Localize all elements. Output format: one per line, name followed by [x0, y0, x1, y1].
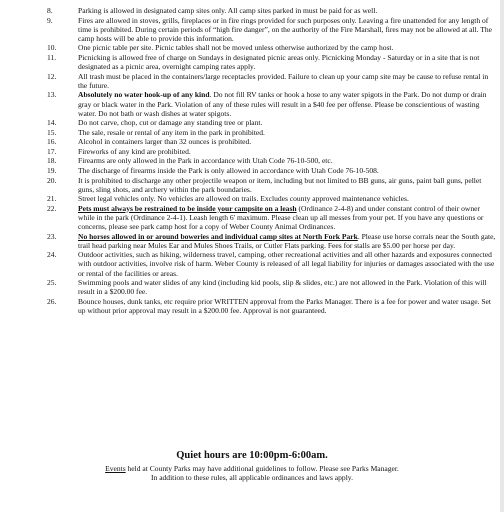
rule-number: 13.	[47, 90, 57, 100]
rule-body: Firearms are only allowed in the Park in accordance with Utah Code 76-10-500, etc.	[78, 156, 333, 166]
rule-body: Fires are allowed in stoves, grills, fireplaces or in fire rings provided for such purposes only. Leaving a fire unattended for any length of time is prohibited. During certain periods of “high fire danger”, on the authority of the Fire Marshall, fires may not be allowed at all. The camp hosts will be able to provide this information.	[78, 15, 492, 43]
rule-text	[78, 147, 496, 156]
rule-item	[44, 176, 496, 194]
rules-list	[44, 6, 496, 316]
rule-text	[78, 137, 496, 146]
rule-item	[44, 72, 496, 90]
rule-text	[78, 53, 496, 71]
rule-text	[78, 166, 496, 175]
rule-item	[44, 278, 496, 296]
rule-number: 23.	[47, 231, 57, 241]
rule-text	[78, 176, 496, 194]
rule-number: 20.	[47, 175, 57, 185]
rule-number: 16.	[47, 137, 57, 147]
rule-body: Do not carve, chop, cut or damage any standing tree or plant.	[78, 118, 263, 128]
rule-number: 18.	[47, 156, 57, 166]
rule-body: . Do not fill RV tanks or hook a hose to any water spigots in the Park. Do not dump or drain gray or black water in the Park. Violation of any of these rules will result in a $40 fee per offense. Please be conscientious of wasting water. Do not bath or wash dishes at water spigots.	[78, 90, 487, 118]
rule-body: Picnicking is allowed free of charge on Sundays in designated picnic areas only. Picnicking Monday - Saturday or in a site that is not designated as a picnic area, overnight camping rates apply.	[78, 52, 480, 72]
rule-body: Swimming pools and water slides of any kind (including kid pools, slip & slides, etc.) are not allowed in the Park. Violation of this will result in a $200.00 fee.	[78, 278, 487, 297]
rule-text	[78, 204, 496, 231]
rule-body: It is prohibited to discharge any other projectile weapon or item, including but not limited to BB guns, air guns, paint ball guns, pellet guns, sling shots, and archery within the park boundaries.	[78, 175, 482, 194]
rule-text	[78, 118, 496, 127]
rule-item	[44, 53, 496, 71]
rule-number: 21.	[47, 194, 57, 204]
rule-number: 17.	[47, 146, 57, 156]
rule-text	[78, 128, 496, 137]
rule-body: Parking is allowed in designated camp sites only. All camp sites parked in must be paid for as well.	[78, 6, 378, 15]
rule-body: Bounce houses, dunk tanks, etc require prior WRITTEN approval from the Parks Manager. There is a fee for power and water usage. Set up without prior approval may result in a $200.00 fee. Approval is not guaranteed.	[78, 296, 491, 316]
rule-number: 25.	[47, 278, 57, 288]
rule-number: 26.	[47, 296, 57, 306]
rule-body: The sale, resale or rental of any item in the park in prohibited.	[78, 127, 265, 137]
rule-emphasis: No horses allowed in or around boweries and individual camp sites at North Fork Park	[78, 231, 358, 241]
rule-number: 11.	[47, 52, 57, 62]
rule-item	[44, 128, 496, 137]
rule-item	[44, 204, 496, 231]
rule-emphasis: Pets must always be restrained to be inside your campsite on a leash	[78, 203, 297, 213]
rule-item	[44, 6, 496, 15]
rule-number: 22.	[47, 203, 57, 213]
rule-text	[78, 156, 496, 165]
rule-number: 24.	[47, 250, 57, 260]
rule-body: Alcohol in containers larger than 32 ounces is prohibited.	[78, 137, 252, 147]
rule-item	[44, 156, 496, 165]
footer-line-1	[0, 464, 504, 473]
rule-number: 14.	[47, 118, 57, 128]
rule-number: 12.	[47, 71, 57, 81]
footer-notes	[0, 464, 504, 483]
rule-text	[78, 297, 496, 315]
rule-text	[78, 72, 496, 90]
rule-item	[44, 43, 496, 52]
rule-body: One picnic table per site. Picnic tables shall not be moved unless otherwise authorized by the camp host.	[78, 43, 394, 53]
rule-number: 15.	[47, 127, 57, 137]
rule-item	[44, 250, 496, 277]
rule-text	[78, 194, 496, 203]
rule-item	[44, 194, 496, 203]
rule-number: 19.	[47, 165, 57, 175]
rule-emphasis: Absolutely no water hook-up of any kind	[78, 90, 210, 100]
quiet-hours-heading: Quiet hours are 10:00pm-6:00am.	[176, 450, 328, 461]
page-edge	[500, 0, 504, 512]
rule-body: . Please use horse corrals near the South gate, trail head parking near Mules Ear and Mules Shoes Trails, or Cutler Flats parking. Fees for stalls are $5.00 per horse per day.	[78, 231, 496, 250]
footer-line-1-rest: held at County Parks may have additional guidelines to follow. Please see Parks Manager.	[125, 464, 399, 473]
rule-text	[78, 6, 496, 15]
rule-body: All trash must be placed in the containers/large receptacles provided. Failure to clean up your camp site may be cause to refuse rental in the future.	[78, 71, 489, 90]
rule-item	[44, 90, 496, 117]
rule-item	[44, 232, 496, 250]
footer-line-2: In addition to these rules, all applicable ordinances and laws apply.	[151, 473, 353, 483]
rule-item	[44, 147, 496, 156]
rule-text	[78, 43, 496, 52]
events-word: Events	[105, 464, 126, 473]
rule-text	[78, 16, 496, 43]
rule-body: (Ordinance 2-4-8) and under constant control of their owner while in the park (Ordinance 2-4-1). Leash length 6' maximum. Please clean up all messes from your pet. If you have any questions or concerns, please see park camp host for a copy of Weber County Animal Ordinances.	[78, 203, 484, 232]
rule-text	[78, 278, 496, 296]
rule-number: 8.	[47, 6, 53, 15]
rule-body: Fireworks of any kind are prohibited.	[78, 146, 191, 156]
rule-item	[44, 118, 496, 127]
rule-text	[78, 90, 496, 117]
rule-text	[78, 250, 496, 277]
rule-body: The discharge of firearms inside the Park is only allowed in accordance with Utah Code 76-10-508.	[78, 165, 379, 175]
rule-item	[44, 16, 496, 43]
rule-number: 10.	[47, 43, 57, 53]
rule-body: Street legal vehicles only. No vehicles are allowed on trails. Excludes county approved maintenance vehicles.	[78, 194, 409, 204]
rule-item	[44, 166, 496, 175]
rule-body: Outdoor activities, such as hiking, wilderness travel, camping, other recreational activities and all other hazards and exposures connected with outdoor activities, involve risk of harm. Weber County is released of all legal liability for injuries or damages associated with the use or rental of the facilities or areas.	[78, 250, 495, 278]
rule-item	[44, 137, 496, 146]
rule-number: 9.	[47, 15, 53, 25]
rule-item	[44, 297, 496, 315]
rule-text	[78, 232, 496, 250]
